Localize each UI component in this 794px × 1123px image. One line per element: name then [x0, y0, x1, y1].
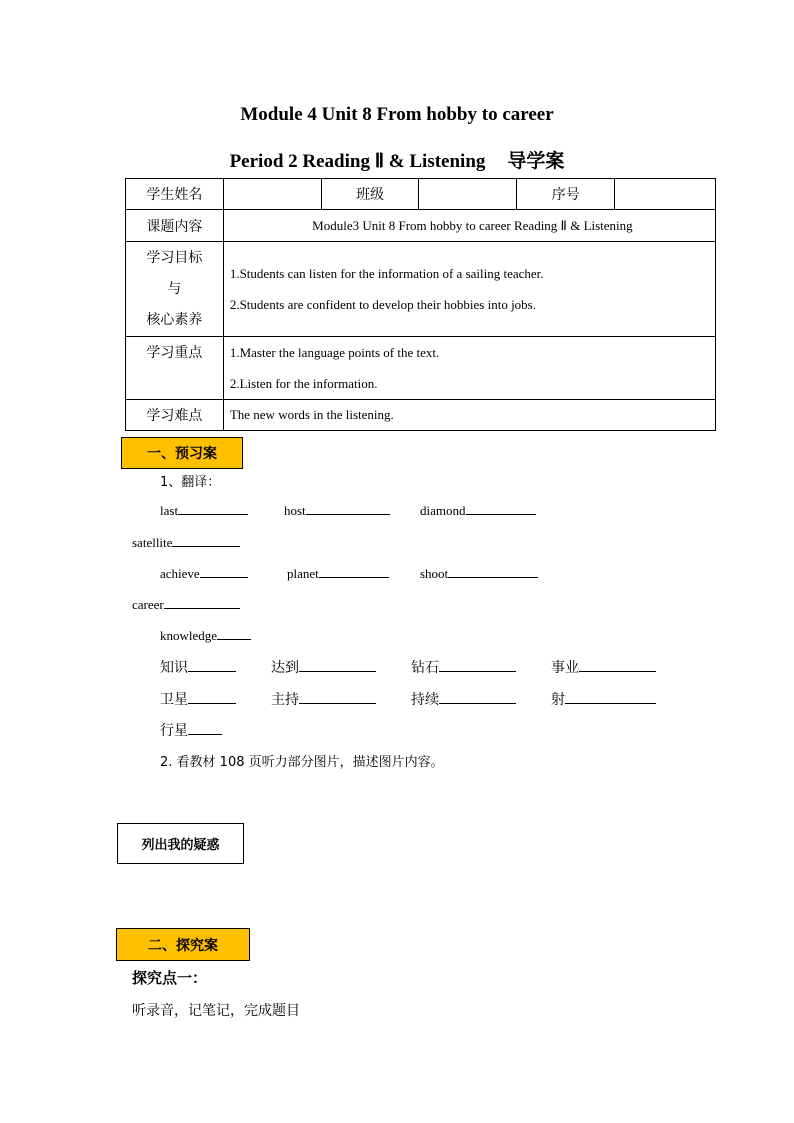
- table-row: [126, 210, 716, 242]
- vocab-item: [271, 657, 376, 677]
- table-row: [126, 400, 716, 431]
- key-point-item: 1.Master the language points of the text.: [229, 345, 440, 360]
- class-field[interactable]: [419, 179, 517, 210]
- document-title: Module 4 Unit 8 From hobby to career: [240, 104, 554, 125]
- answer-blank[interactable]: [200, 565, 248, 578]
- answer-blank[interactable]: [306, 502, 390, 515]
- answer-blank[interactable]: [299, 659, 376, 672]
- vocab-item: [411, 689, 516, 709]
- answer-blank[interactable]: [188, 691, 236, 704]
- vocab-word: diamond: [420, 503, 466, 518]
- info-table: [125, 178, 716, 431]
- doubts-banner: 列出我的疑惑: [117, 823, 244, 864]
- answer-blank[interactable]: [188, 659, 236, 672]
- vocab-item: [132, 534, 240, 551]
- table-row: [126, 337, 716, 400]
- table-row: [126, 242, 716, 337]
- vocab-item: [160, 627, 251, 644]
- answer-blank[interactable]: [299, 691, 376, 704]
- answer-blank[interactable]: [448, 565, 538, 578]
- seq-label: 序号: [517, 179, 615, 210]
- vocab-item: [287, 565, 389, 582]
- subtitle-english: Period 2 Reading Ⅱ & Listening: [229, 151, 486, 172]
- goal-label-line: 与: [167, 280, 182, 297]
- vocab-word: planet: [287, 566, 319, 581]
- answer-blank[interactable]: [172, 534, 240, 547]
- vocab-word: achieve: [160, 566, 200, 581]
- vocab-word: satellite: [132, 535, 173, 550]
- answer-blank[interactable]: [439, 691, 516, 704]
- answer-blank[interactable]: [466, 502, 536, 515]
- vocab-word: shoot: [420, 566, 449, 581]
- answer-blank[interactable]: [217, 627, 251, 640]
- document-subtitle: [0, 146, 794, 173]
- vocab-word: 主持: [271, 692, 299, 708]
- vocab-item: [420, 565, 538, 582]
- key-points-label: 学习重点: [126, 337, 224, 400]
- explore-instruction: 听录音，记笔记，完成题目: [132, 1003, 300, 1019]
- answer-blank[interactable]: [188, 722, 222, 735]
- vocab-item: [160, 657, 236, 677]
- goal-label-line: 学习目标: [146, 249, 203, 266]
- vocab-item: [284, 502, 390, 519]
- vocab-item: [411, 657, 516, 677]
- key-point-item: 2.Listen for the information.: [229, 376, 378, 391]
- vocab-word: 卫星: [160, 692, 188, 708]
- class-label: 班级: [321, 179, 419, 210]
- vocab-item: [160, 720, 222, 740]
- subtitle-chinese: 导学案: [507, 150, 565, 172]
- vocab-word: last: [160, 503, 179, 518]
- preview-section-banner: 一、预习案: [121, 437, 243, 469]
- vocab-word: 持续: [411, 692, 439, 708]
- vocab-item: [160, 689, 236, 709]
- goal-item: 1.Students can listen for the information of a sailing teacher.: [229, 266, 544, 281]
- vocab-word: 事业: [551, 660, 579, 676]
- q2-instruction: 2. 看教材 108 页听力部分图片，描述图片内容。: [160, 755, 444, 770]
- goal-label-line: 核心素养: [146, 311, 203, 328]
- vocab-item: [160, 502, 248, 519]
- student-name-field[interactable]: [223, 179, 321, 210]
- vocab-item: [551, 657, 656, 677]
- goal-content: [223, 242, 715, 337]
- answer-blank[interactable]: [565, 691, 656, 704]
- vocab-item: [160, 565, 248, 582]
- answer-blank[interactable]: [319, 565, 389, 578]
- student-name-label: 学生姓名: [126, 179, 224, 210]
- vocab-word: knowledge: [160, 628, 218, 643]
- vocab-word: career: [132, 597, 164, 612]
- vocab-item: [551, 689, 656, 709]
- vocab-word: 知识: [160, 660, 188, 676]
- vocab-word: 射: [551, 692, 565, 708]
- explore-section-banner: 二、探究案: [116, 928, 250, 961]
- goal-item: 2.Students are confident to develop their hobbies into jobs.: [229, 297, 536, 312]
- q1-label: 1、翻译：: [160, 475, 221, 490]
- answer-blank[interactable]: [164, 596, 240, 609]
- answer-blank[interactable]: [178, 502, 248, 515]
- explore-point-heading: 探究点一：: [132, 969, 208, 987]
- difficulty-label: 学习难点: [126, 400, 224, 431]
- vocab-word: host: [284, 503, 306, 518]
- seq-field[interactable]: [615, 179, 716, 210]
- answer-blank[interactable]: [439, 659, 516, 672]
- table-row: [126, 179, 716, 210]
- vocab-word: 行星: [160, 723, 188, 739]
- vocab-word: 达到: [271, 660, 299, 676]
- key-points-content: [223, 337, 715, 400]
- vocab-word: 钻石: [411, 660, 439, 676]
- vocab-item: [420, 502, 536, 519]
- goal-label: [126, 242, 224, 337]
- topic-value: Module3 Unit 8 From hobby to career Reading Ⅱ & Listening: [223, 210, 715, 242]
- difficulty-content: The new words in the listening.: [223, 400, 715, 431]
- vocab-item: [271, 689, 376, 709]
- vocab-item: [132, 596, 240, 613]
- answer-blank[interactable]: [579, 659, 656, 672]
- topic-label: 课题内容: [126, 210, 224, 242]
